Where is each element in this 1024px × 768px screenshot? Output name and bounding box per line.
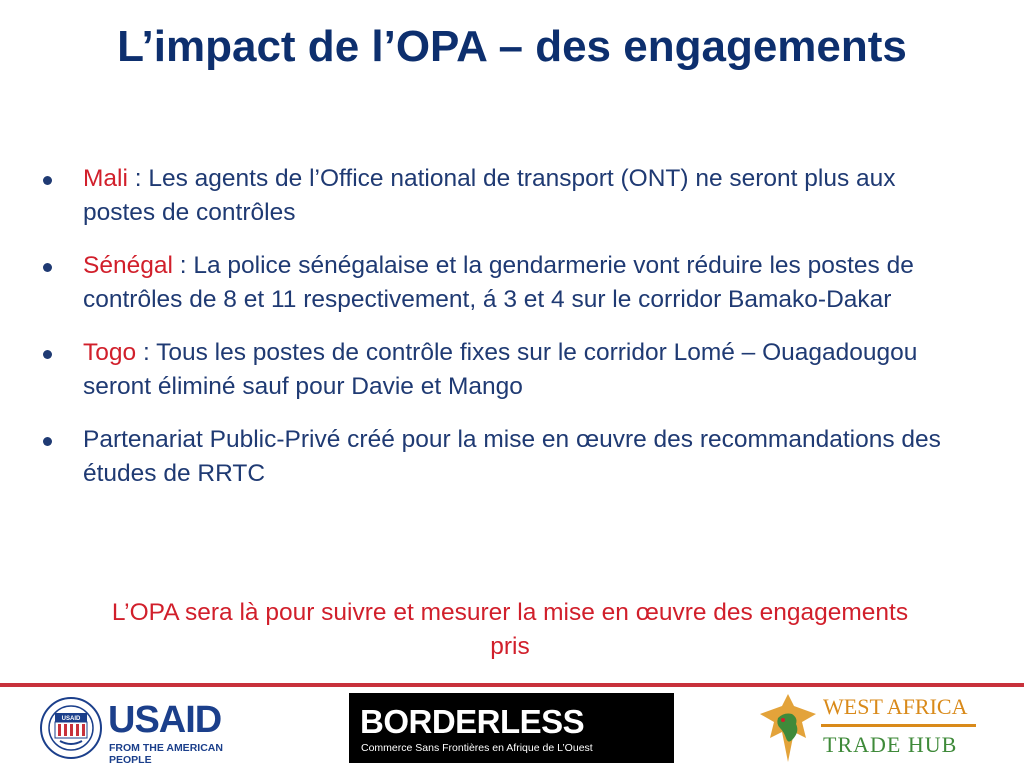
- country-label: Sénégal: [83, 252, 173, 279]
- svg-text:USAID: USAID: [61, 716, 81, 722]
- trade-hub-line2: TRADE HUB: [823, 732, 958, 757]
- closing-note: L’OPA sera là pour suivre et mesurer la mise en œuvre des engagements pris: [111, 599, 909, 660]
- usaid-tagline: FROM THE AMERICAN PEOPLE: [109, 742, 223, 766]
- bullet-text: Partenariat Public-Privé créé pour la mise en œuvre des recommandations des études de RRTC: [83, 426, 941, 487]
- slide-title: L’impact de l’OPA – des engagements: [117, 22, 907, 71]
- bullet-text: : La police sénégalaise et la gendarmerie vont réduire les postes de contrôles de 8 et 11 respectivement, á 3 et 4 sur le corridor Bamako-Dakar: [83, 252, 914, 313]
- borderless-wordmark: BORDERLESS: [360, 703, 585, 740]
- africa-map-icon: [758, 692, 818, 764]
- bullet-senegal: [40, 249, 970, 317]
- borderless-tagline: Commerce Sans Frontières en Afrique de L’Ouest: [361, 742, 593, 754]
- bullet-dot-icon: [43, 263, 52, 272]
- country-label: Mali: [83, 165, 128, 192]
- footer-divider: [0, 683, 1024, 687]
- borderless-logo: [349, 693, 674, 763]
- bullet-list: [40, 162, 970, 491]
- bullet-togo: [40, 336, 970, 404]
- trade-hub-divider: [821, 724, 976, 727]
- usaid-seal-icon: [40, 697, 102, 759]
- usaid-logo: [40, 696, 255, 766]
- bullet-text: : Les agents de l’Office national de transport (ONT) ne seront plus aux postes de contrôles: [83, 165, 896, 226]
- usaid-wordmark: USAID: [108, 699, 222, 741]
- trade-hub-line1: WEST AFRICA: [823, 694, 968, 719]
- bullet-dot-icon: [43, 437, 52, 446]
- bullet-dot-icon: [43, 350, 52, 359]
- country-label: Togo: [83, 339, 137, 366]
- bullet-ppp: [40, 423, 970, 491]
- bullet-mali: [40, 162, 970, 230]
- bullet-dot-icon: [43, 176, 52, 185]
- bullet-text: : Tous les postes de contrôle fixes sur le corridor Lomé – Ouagadougou seront éliminé sauf pour Davie et Mango: [83, 339, 918, 400]
- west-africa-trade-hub-logo: [758, 692, 988, 766]
